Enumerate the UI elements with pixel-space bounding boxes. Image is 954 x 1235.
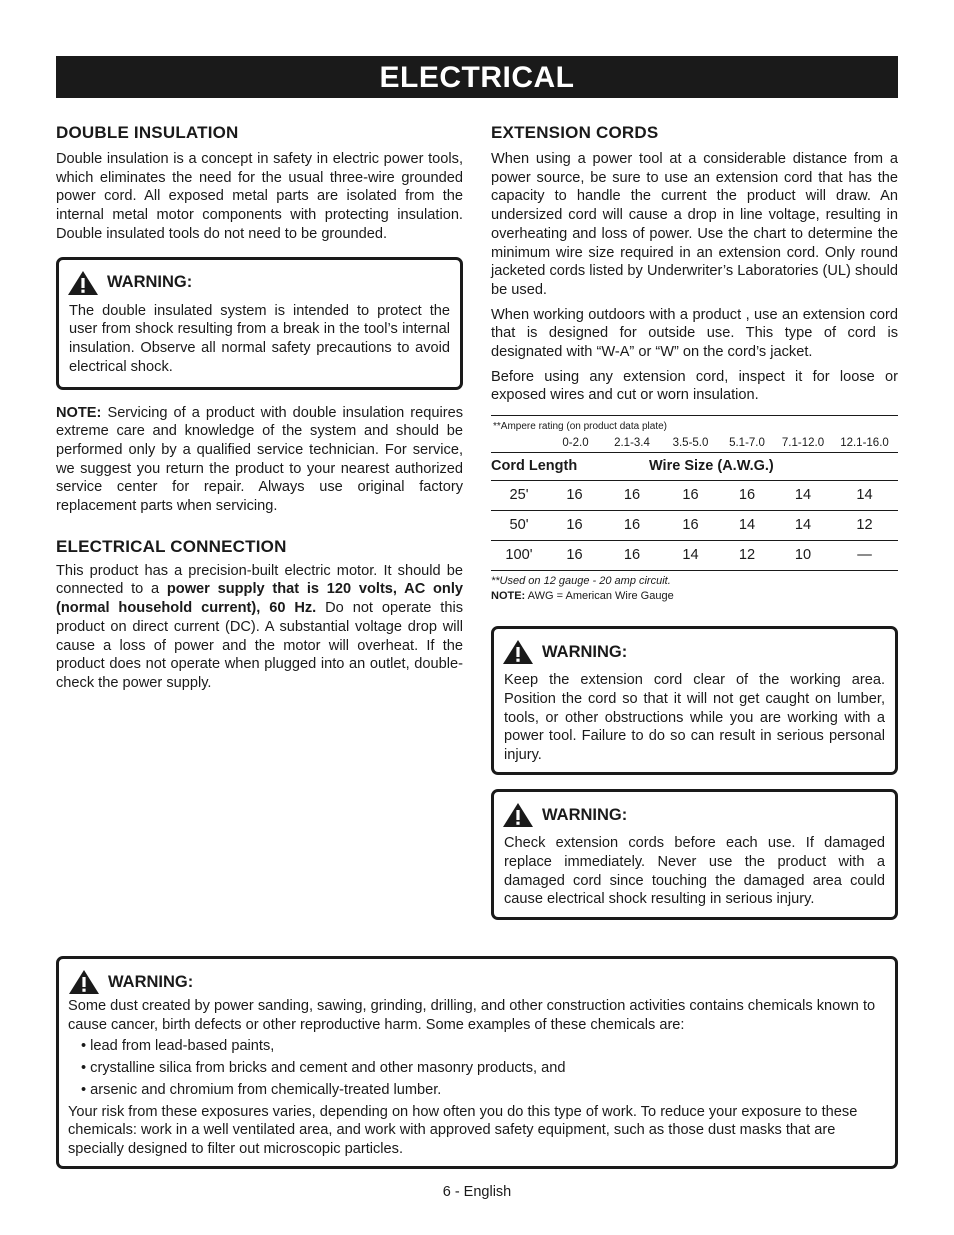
double-insulation-heading: DOUBLE INSULATION — [56, 123, 239, 142]
warning-label: WARNING: — [542, 805, 628, 824]
connection-text-bold: power supply that is 120 volts, AC only (normal household current), 60 Hz. — [56, 581, 463, 617]
wire-size-cell: 14 — [682, 547, 699, 564]
wire-size-cell: 14 — [738, 517, 756, 534]
wire-size-cell: 14 — [794, 487, 812, 504]
wire-size-header: Wire Size (A.W.G.) — [649, 458, 774, 475]
amp-range: 2.1-3.4 — [614, 437, 650, 450]
list-item: • lead from lead-based paints, — [81, 1038, 275, 1055]
wire-size-cell: 14 — [794, 517, 812, 534]
extension-cords-para-1: When using a power tool at a considerable distance from a power source, be sure to use an extension cord that has the capacity to handle the current the product will draw. An undersized cord will cause a drop in line voltage, resulting in overheating and loss of power. Use the chart to determine the minimum wire size required in an extension cord. Only round jacketed cords listed by Underwriter’s Laboratories (UL) should be used. — [491, 151, 898, 298]
wire-size-cell: 14 — [856, 487, 873, 504]
extension-cords-para-3: Before using any extension cord, inspect it for loose or exposed wires and cut or worn insulation. — [491, 368, 898, 404]
extension-cords-heading: EXTENSION CORDS — [491, 123, 659, 142]
list-item: • crystalline silica from bricks and cement and other masonry products, and — [81, 1060, 566, 1077]
right-column — [491, 122, 898, 920]
check-cords-warning-text: Check extension cords before each use. If damaged replace immediately. Never use the product with a damaged cord since touching the damaged area could cause electrical shock resulting in serious injury. — [504, 835, 885, 908]
warning-triangle-icon — [502, 802, 534, 828]
cord-clear-warning-text: Keep the extension cord clear of the working area. Position the cord so that it will not get caught on lumber, tools, or other obstructions while you are working with a power tool. Failure to do so can result in serious personal injury. — [504, 672, 885, 763]
amp-range: 12.1-16.0 — [840, 437, 889, 450]
double-insulation-text: Double insulation is a concept in safety in electric power tools, which eliminates the need for the usual three-wire grounded power cord. All exposed metal parts are isolated from the internal metal motor components with protecting insulation. Double insulated tools do not need to be grounded. — [56, 151, 463, 242]
wire-size-cell: 12 — [856, 517, 873, 534]
awg-note: NOTE: AWG = American Wire Gauge — [491, 590, 674, 603]
cord-length-header: Cord Length — [491, 458, 578, 475]
warning-label: WARNING: — [107, 273, 193, 292]
double-insulation-warning-box — [56, 257, 463, 390]
cord-length-cell: 50' — [509, 517, 529, 534]
page-title-banner: ELECTRICAL — [56, 56, 898, 98]
dust-warning-intro: Some dust created by power sanding, sawing, grinding, drilling, and other construction activities contains chemicals known to cause cancer, birth defects or other reproductive harm. Some examples of these chemicals are: — [68, 998, 876, 1033]
warning-label: WARNING: — [542, 642, 628, 661]
electrical-connection-heading: ELECTRICAL CONNECTION — [56, 536, 287, 556]
wire-size-cell: 16 — [623, 487, 641, 504]
cord-clear-warning-box — [491, 626, 898, 775]
electrical-connection-text — [56, 562, 463, 693]
check-cords-warning-box — [491, 789, 898, 920]
warning-label: WARNING: — [108, 972, 194, 991]
amp-range: 5.1-7.0 — [729, 437, 765, 450]
cord-length-cell: 100' — [505, 547, 533, 564]
warning-header — [502, 639, 887, 665]
wire-size-cell: 16 — [623, 517, 641, 534]
table-row — [491, 511, 898, 541]
extension-cord-table — [491, 415, 898, 604]
wire-size-cell: 16 — [566, 547, 583, 564]
extension-cords-para-2: When working outdoors with a product , use an extension cord that is designed for outside use. This type of cord is designated with “W-A” or “W” on the cord’s jacket. — [491, 306, 898, 361]
ampere-range-row — [491, 434, 898, 452]
page-footer: 6 - English — [442, 1184, 512, 1200]
warning-header — [502, 802, 887, 828]
connection-text-before: This product has a precision-built electric motor. It should be connected to a — [56, 562, 463, 598]
wire-size-cell: 16 — [566, 517, 583, 534]
wire-size-cell: 16 — [682, 487, 699, 504]
table-header-row — [491, 452, 898, 481]
ampere-rating-note: **Ampere rating (on product data plate) — [493, 421, 667, 433]
wire-size-cell: — — [857, 547, 872, 564]
amp-range: 3.5-5.0 — [672, 437, 709, 450]
service-note — [56, 404, 463, 516]
list-item: • arsenic and chromium from chemically-treated lumber. — [81, 1081, 442, 1098]
wire-size-cell: 16 — [623, 547, 641, 564]
table-row — [491, 541, 898, 571]
warning-triangle-icon — [68, 969, 100, 995]
dust-warning-outro: Your risk from these exposures varies, depending on how often you do this type of work. To reduce your exposure to these chemicals: work in a well ventilated area, and work with approved safety equipment, such as those dust masks that are specially designed to filter out microscopic particles. — [68, 1103, 858, 1157]
cord-length-cell: 25' — [509, 487, 529, 504]
warning-triangle-icon — [502, 639, 534, 665]
connection-text-after: Do not operate this product on direct current (DC). A substantial voltage drop will cause a loss of power and the motor will overheat. If the product does not operate when plugged into an outlet, double-check the power supply. — [56, 600, 464, 691]
wire-size-cell: 16 — [738, 487, 756, 504]
note-label: NOTE: — [56, 404, 102, 421]
double-insulation-warning-text: The double insulated system is intended to protect the user from shock resulting from a break in the tool’s internal insulation. Observe all normal safety precautions to avoid electrical shock. — [69, 302, 450, 375]
warning-header — [67, 270, 452, 296]
left-column — [56, 122, 463, 693]
amp-range: 0-2.0 — [562, 437, 589, 450]
table-row — [491, 481, 898, 511]
dust-warning-box — [56, 956, 898, 1169]
wire-size-cell: 12 — [738, 547, 756, 564]
warning-header — [68, 969, 886, 995]
amp-range: 7.1-12.0 — [781, 437, 825, 450]
wire-size-cell: 16 — [566, 487, 583, 504]
table-footnote: **Used on 12 gauge - 20 amp circuit. — [491, 575, 671, 588]
wire-size-cell: 10 — [794, 547, 812, 564]
note-text: Servicing of a product with double insulation requires extreme care and knowledge of the system and should be performed only by a qualified service technician. For service, we suggest you return the product to your nearest authorized service center for repair. Always use original factory replacement parts when servicing. — [56, 404, 463, 515]
warning-triangle-icon — [67, 270, 99, 296]
wire-size-cell: 16 — [682, 517, 699, 534]
